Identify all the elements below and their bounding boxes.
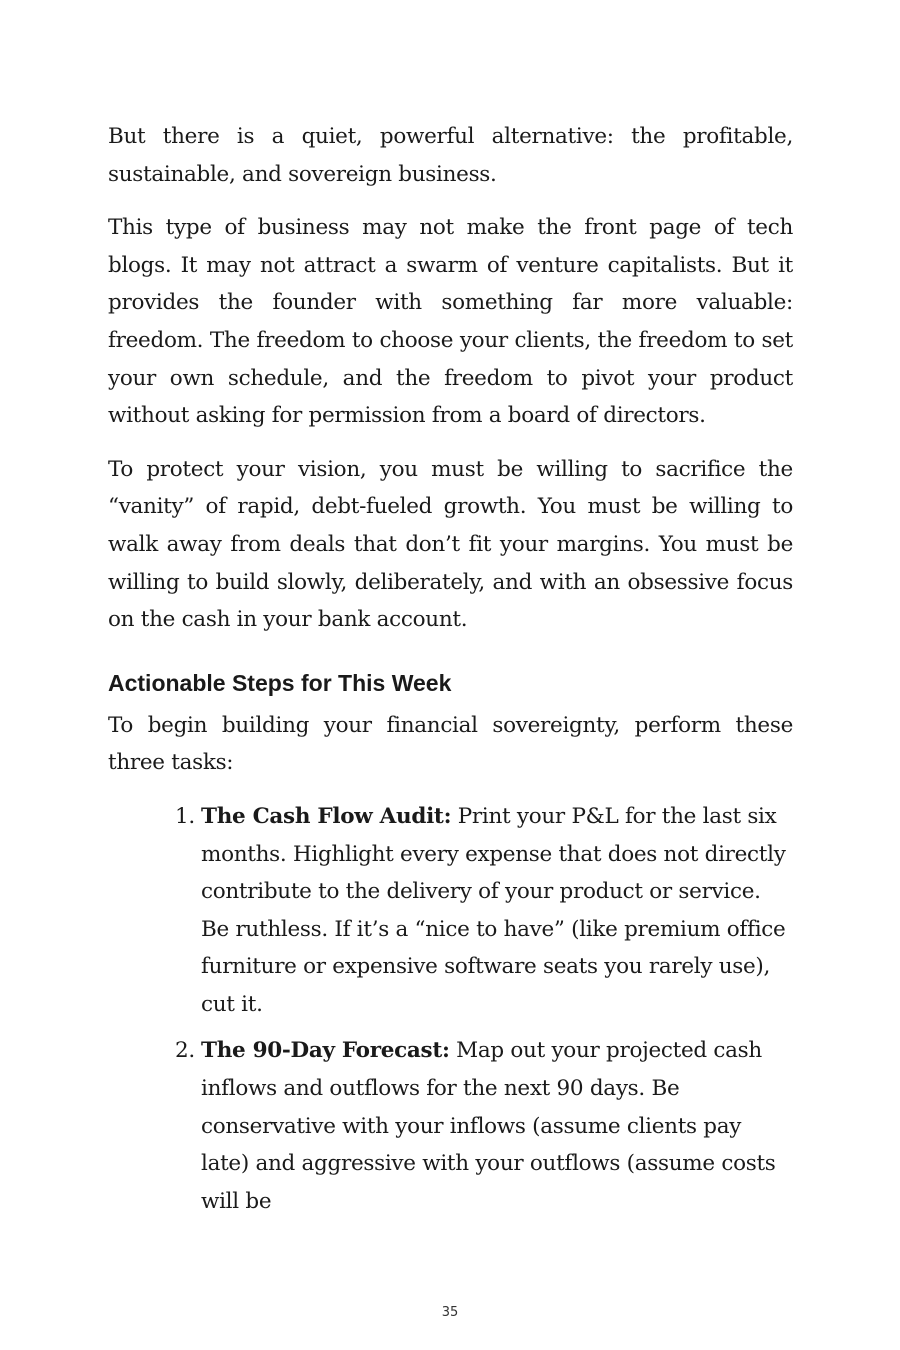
list-item-number: 2. <box>175 1038 195 1064</box>
paragraph-vision: To protect your vision, you must be willing to sacrifice the “vanity” of rapid, debt-fueled growth. You must be willing to walk away from deals that don’t fit your margins. You must be willing to build slowly, deliberately, and with an obsessive focus on the cash in your bank account. <box>108 456 793 633</box>
list-item-text: Map out your projected cash inflows and outflows for the next 90 days. Be conservative with your inflows (assume clients pay late) and aggressive with your outflows (assume costs will be <box>201 1038 776 1214</box>
paragraph-freedom: This type of business may not make the front page of tech blogs. It may not attract a swarm of venture capitalists. But it provides the founder with something far more valuable: freedom. The freedom to choose your clients, the freedom to set your own schedule, and the freedom to pivot your product without asking for permission from a board of directors. <box>108 215 793 429</box>
section-heading: Actionable Steps for This Week <box>108 669 452 696</box>
page-number: 35 <box>441 1305 459 1320</box>
steps-list <box>108 798 793 1221</box>
list-item-text: Print your P&L for the last six months. Highlight every expense that does not directly contribute to the delivery of your product or service. Be ruthless. If it’s a “nice to have” (like premium office furniture or expensive software seats you rarely use), cut it. <box>201 803 786 1017</box>
list-item-title: The 90-Day Forecast: <box>201 1038 450 1064</box>
paragraph-alternative: But there is a quiet, powerful alternative: the profitable, sustainable, and sovereign business. <box>108 124 793 187</box>
list-item <box>175 1032 793 1220</box>
section-intro: To begin building your financial sovereignty, perform these three tasks: <box>108 712 793 776</box>
list-item <box>175 798 793 1024</box>
list-item-number: 1. <box>175 803 195 829</box>
page-body <box>108 118 793 1229</box>
list-item-title: The Cash Flow Audit: <box>201 803 452 829</box>
